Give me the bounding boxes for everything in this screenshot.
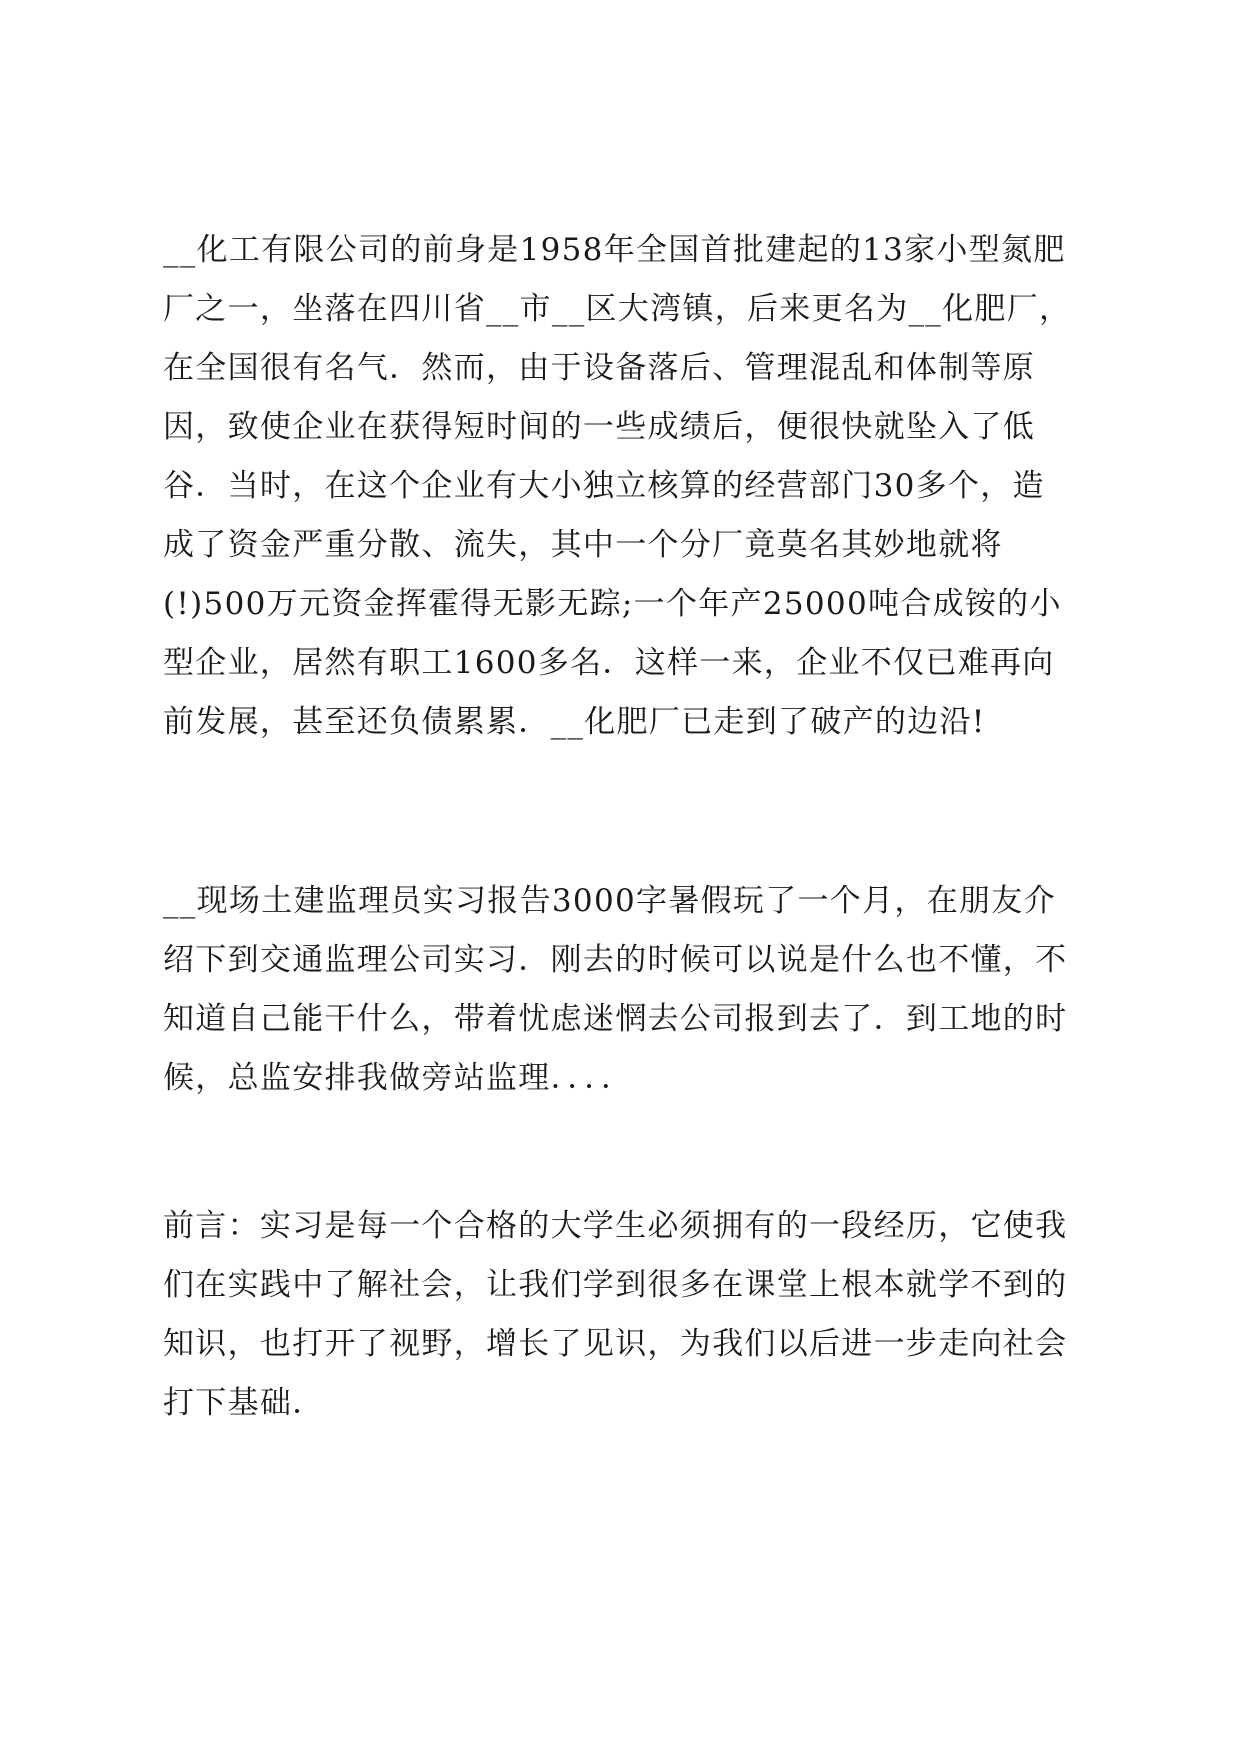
paragraph-line: 前言：实习是每一个合格的大学生必须拥有的一段经历，它使我 — [163, 1208, 1068, 1244]
paragraph-3 — [163, 1197, 1093, 1433]
paragraph-line: __现场土建监理员实习报告3000字暑假玩了一个月，在朋友介 — [163, 883, 1056, 919]
paragraph-line: 候，总监安排我做旁站监理．．．． — [163, 1060, 634, 1096]
paragraph-line: 因，致使企业在获得短时间的一些成绩后，便很快就坠入了低 — [163, 409, 1036, 445]
paragraph-line: 型企业，居然有职工1600多名．这样一来，企业不仅已难再向 — [163, 645, 1055, 681]
paragraph-line: 们在实践中了解社会，让我们学到很多在课堂上根本就学不到的 — [163, 1267, 1068, 1303]
paragraph-line: (!)500万元资金挥霍得无影无踪;一个年产25000吨合成铵的小 — [163, 586, 1062, 622]
paragraph-line: 在全国很有名气．然而，由于设备落后、管理混乱和体制等原 — [163, 350, 1036, 386]
paragraph-line: 知识，也打开了视野，增长了见识，为我们以后进一步走向社会 — [163, 1326, 1068, 1362]
paragraph-1 — [163, 221, 1093, 752]
paragraph-line: 厂之一，坐落在四川省__市__区大湾镇，后来更名为__化肥厂， — [163, 291, 1072, 327]
paragraph-line: 谷．当时，在这个企业有大小独立核算的经营部门30多个，造 — [163, 468, 1045, 504]
paragraph-line: 成了资金严重分散、流失，其中一个分厂竟莫名其妙地就将 — [163, 527, 1003, 563]
paragraph-line: 绍下到交通监理公司实习．刚去的时候可以说是什么也不懂，不 — [163, 942, 1068, 978]
paragraph-line: 知道自己能干什么，带着忧虑迷惘去公司报到去了．到工地的时 — [163, 1001, 1068, 1037]
paragraph-line: __化工有限公司的前身是1958年全国首批建起的13家小型氮肥 — [163, 232, 1066, 268]
paragraph-line: 打下基础． — [163, 1385, 325, 1421]
paragraph-line: 前发展，甚至还负债累累．__化肥厂已走到了破产的边沿! — [163, 704, 986, 740]
paragraph-2 — [163, 872, 1093, 1108]
